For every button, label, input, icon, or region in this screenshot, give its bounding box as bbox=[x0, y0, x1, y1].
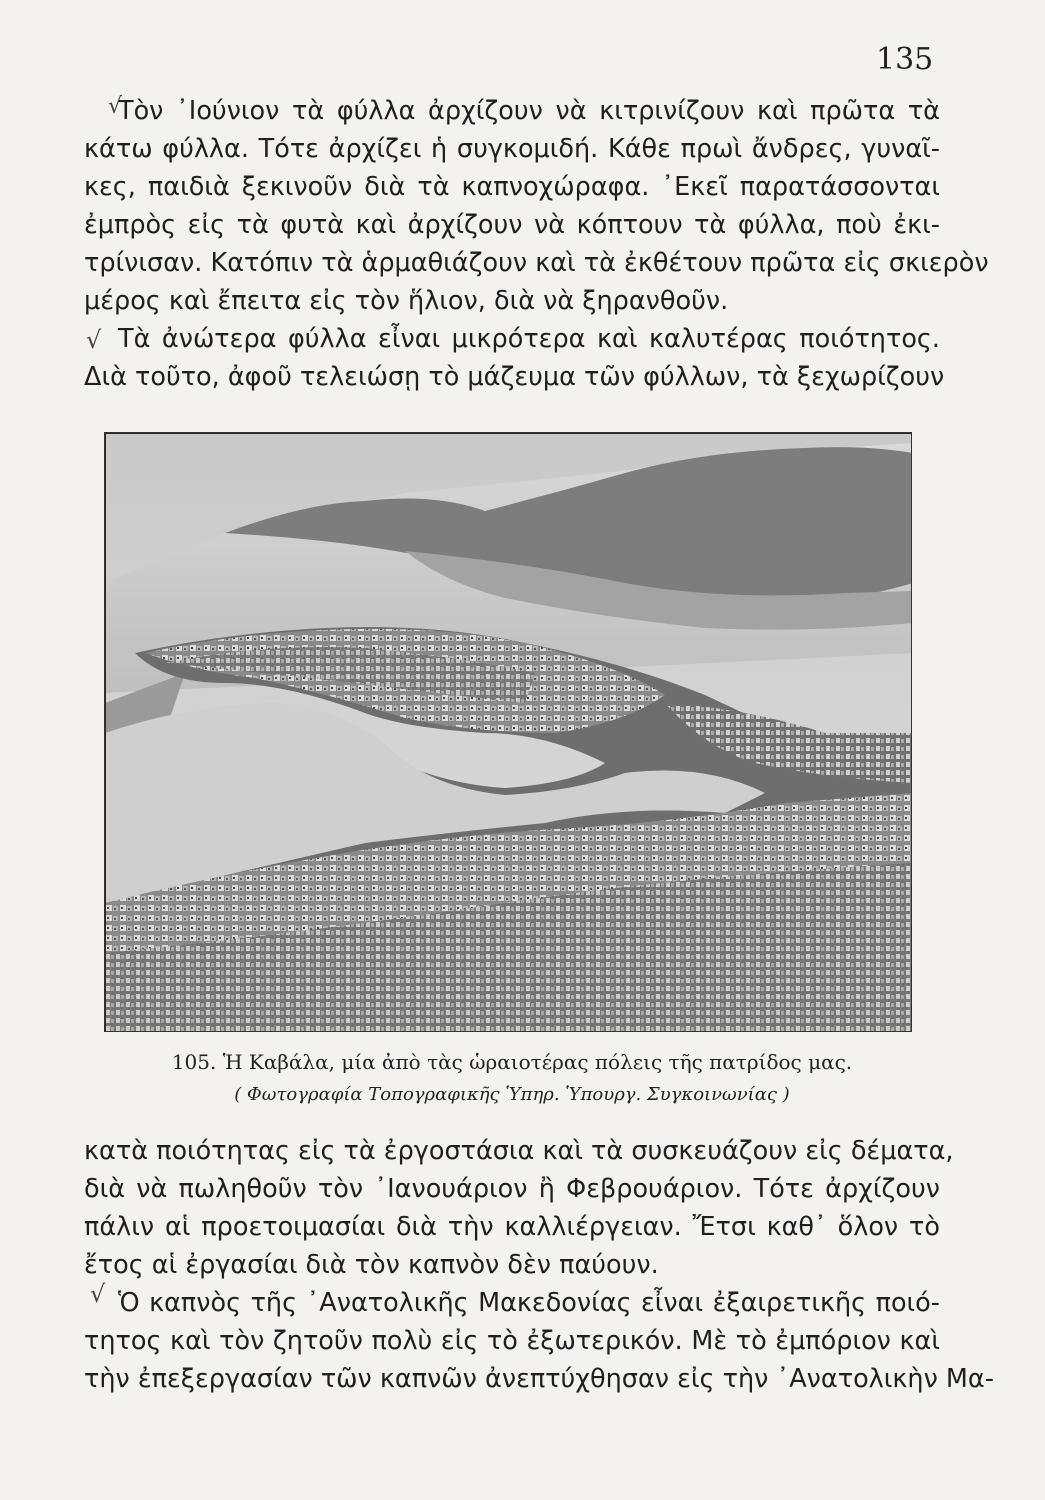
photo-credit: ( Φωτογραφία Τοπογραφικῆς Ὑπηρ. Ὑπουργ. Συγκοινωνίας ) bbox=[234, 1084, 790, 1105]
kavala-photo bbox=[104, 432, 912, 1032]
text-line: πάλιν αἱ προετοιμασίαι διὰ τὴν καλλιέργειαν. Ἔτσι καθ᾿ ὅλον τὸ bbox=[84, 1212, 940, 1242]
text-line: κες, παιδιὰ ξεκινοῦν διὰ τὰ καπνοχώραφα. ᾿Εκεῖ παρατάσσονται bbox=[84, 172, 940, 202]
text-line: διὰ νὰ πωληθοῦν τὸν ᾿Ιανουάριον ἢ Φεβρουάριον. Τότε ἀρχίζουν bbox=[84, 1174, 940, 1204]
text-line: Τὰ ἀνώτερα φύλλα εἶναι μικρότερα καὶ καλυτέρας ποιότητος. bbox=[118, 324, 940, 354]
text-line: Ὁ καπνὸς τῆς ᾿Ανατολικῆς Μακεδονίας εἶναι ἐξαιρετικῆς ποιό- bbox=[118, 1288, 940, 1318]
text-line: τρίνισαν. Κατόπιν τὰ ἁρμαθιάζουν καὶ τὰ ἐκθέτουν πρῶτα εἰς σκιερὸν bbox=[84, 248, 989, 278]
page-number: 135 bbox=[876, 42, 934, 77]
bottom-paragraphs bbox=[84, 1132, 994, 1398]
photo-caption: 105. Ἡ Καβάλα, μία ἀπὸ τὰς ὡραιοτέρας πόλεις τῆς πατρίδος μας. bbox=[171, 1050, 853, 1074]
top-paragraphs bbox=[84, 92, 989, 396]
text-line: ἐμπρὸς εἰς τὰ φυτὰ καὶ ἀρχίζουν νὰ κόπτουν τὰ φύλλα, ποὺ ἐκι- bbox=[84, 210, 940, 240]
margin-check-mark: √ bbox=[108, 94, 123, 119]
text-line: ἔτος αἱ ἐργασίαι διὰ τὸν καπνὸν δὲν παύουν. bbox=[84, 1250, 659, 1280]
text-line: τητος καὶ τὸν ζητοῦν πολὺ εἰς τὸ ἐξωτερικόν. Μὲ τὸ ἐμπόριον καὶ bbox=[84, 1326, 940, 1356]
text-line: Τὸν ᾿Ιούνιον τὰ φύλλα ἀρχίζουν νὰ κιτρινίζουν καὶ πρῶτα τὰ bbox=[118, 96, 940, 126]
text-line: κατὰ ποιότητας εἰς τὰ ἐργοστάσια καὶ τὰ συσκευάζουν εἰς δέματα, bbox=[84, 1136, 954, 1166]
margin-check-mark: √ bbox=[86, 326, 102, 354]
margin-check-mark: √ bbox=[90, 1280, 106, 1308]
text-line: κάτω φύλλα. Τότε ἀρχίζει ἡ συγκομιδή. Κάθε πρωὶ ἄνδρες, γυναῖ- bbox=[84, 134, 940, 164]
kavala-photo-drawing bbox=[105, 433, 912, 1032]
text-line: μέρος καὶ ἔπειτα εἰς τὸν ἥλιον, διὰ νὰ ξηρανθοῦν. bbox=[84, 286, 729, 316]
text-line: τὴν ἐπεξεργασίαν τῶν καπνῶν ἀνεπτύχθησαν εἰς τὴν ᾿Ανατολικὴν Μα- bbox=[84, 1364, 994, 1394]
text-line: Διὰ τοῦτο, ἀφοῦ τελειώσῃ τὸ μάζευμα τῶν φύλλων, τὰ ξεχωρίζουν bbox=[84, 362, 945, 392]
